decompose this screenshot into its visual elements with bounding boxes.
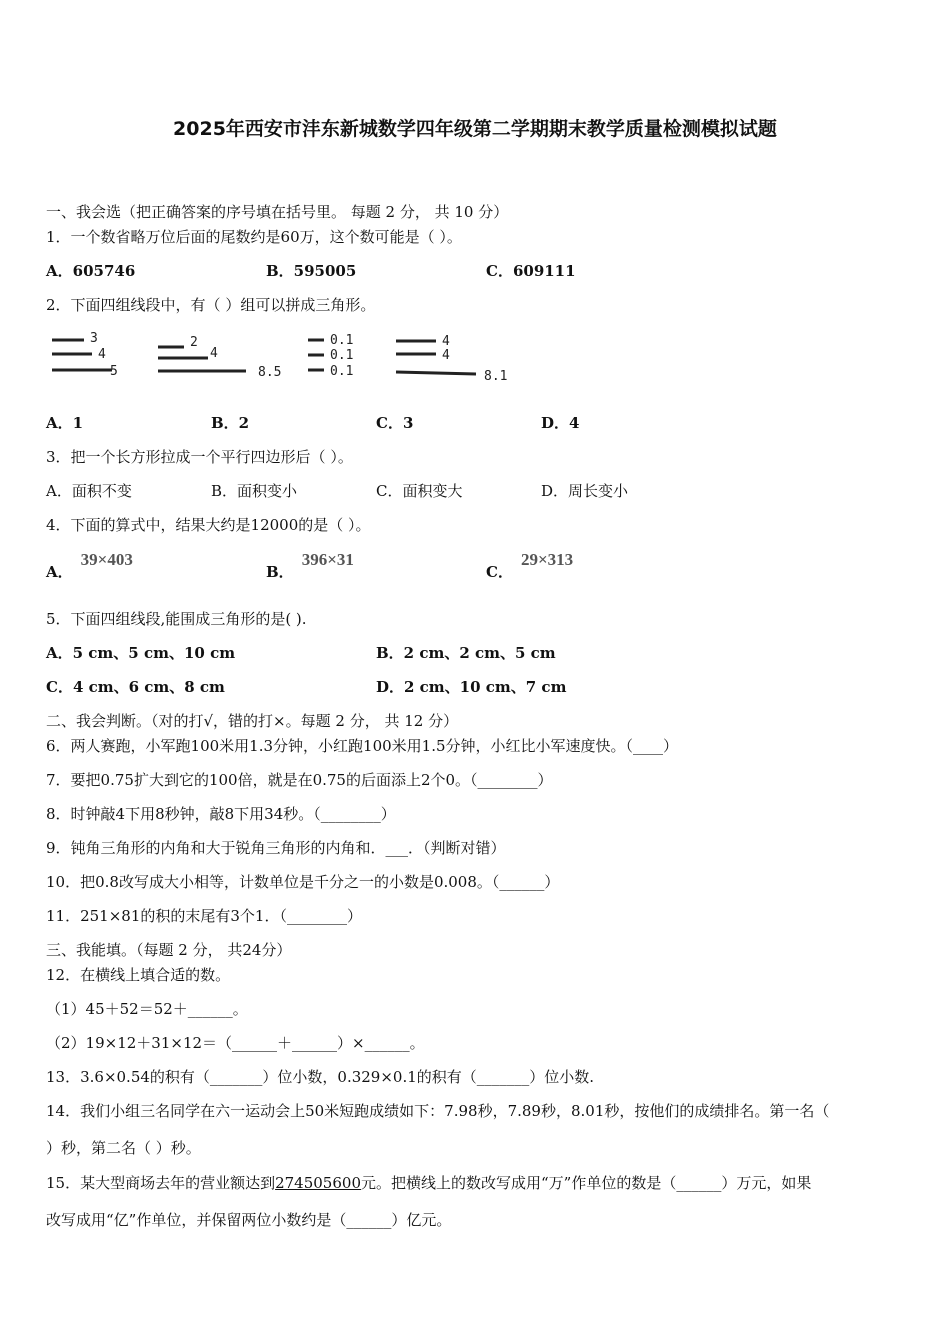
q5-option-d: D．2 cm、10 cm、7 cm — [376, 678, 567, 696]
q4-option-b — [266, 550, 354, 582]
q4-option-a — [46, 550, 133, 582]
q3-option-d: D．周长变小 — [541, 482, 629, 500]
q5-option-b: B．2 cm、2 cm、5 cm — [376, 644, 556, 662]
q5-option-c: C．4 cm、6 cm、8 cm — [46, 678, 225, 696]
g4-label-2: 4 — [442, 348, 450, 363]
g1-label-2: 4 — [98, 347, 106, 362]
q15-prefix: 15．某大型商场去年的营业额达到 — [46, 1174, 276, 1192]
question-8: 8．时钟敲4下用8秒钟，敲8下用34秒。（________） — [46, 805, 396, 823]
question-6: 6．两人赛跑，小军跑100米用1.3分钟，小红跑100米用1.5分钟，小红比小军速度快。（____） — [46, 737, 679, 755]
g4-label-1: 4 — [442, 334, 450, 349]
g4-label-3: 8.1 — [484, 369, 508, 384]
question-2: 2．下面四组线段中，有（ ）组可以拼成三角形。 — [46, 296, 376, 314]
section-1-heading: 一、我会选（把正确答案的序号填在括号里。 每题 2 分， 共 10 分） — [46, 203, 509, 221]
question-9: 9．钝角三角形的内角和大于锐角三角形的内角和．___．（判断对错） — [46, 839, 506, 857]
question-12-part-2: （2）19×12＋31×12＝（______＋______）×______。 — [46, 1034, 425, 1052]
q4-option-b-expr: 396×31 — [301, 550, 354, 569]
q4-option-c-expr: 29×313 — [520, 550, 574, 569]
q15-underlined-number: 274505600 — [275, 1174, 361, 1192]
q2-option-c: C．3 — [376, 414, 414, 432]
q5-option-a: A．5 cm、5 cm、10 cm — [46, 644, 236, 662]
q2-option-b: B．2 — [211, 414, 250, 432]
question-11: 11．251×81的积的末尾有3个1．（________） — [46, 907, 362, 925]
g3-label-2: 0.1 — [330, 348, 354, 363]
question-1: 1．一个数省略万位后面的尾数约是60万，这个数可能是（ ）。 — [46, 228, 462, 246]
segment-groups-figure — [46, 325, 526, 385]
question-4: 4．下面的算式中，结果大约是12000的是（ ）。 — [46, 516, 371, 534]
q4-option-c-label: C． — [486, 563, 513, 581]
q1-option-b: B．595005 — [266, 262, 357, 280]
section-2-heading: 二、我会判断。（对的打√，错的打×。每题 2 分， 共 12 分） — [46, 712, 459, 730]
question-3: 3．把一个长方形拉成一个平行四边形后（ ）。 — [46, 448, 353, 466]
question-7: 7．要把0.75扩大到它的100倍，就是在0.75的后面添上2个0。（________） — [46, 771, 553, 789]
question-14-line-2: ）秒，第二名（ ）秒。 — [46, 1139, 201, 1157]
question-14-line-1: 14．我们小组三名同学在六一运动会上50米短跑成绩如下：7.98秒，7.89秒，8.01秒，按他们的成绩排名。第一名（ — [46, 1102, 830, 1120]
g3-label-3: 0.1 — [330, 364, 354, 379]
question-12: 12．在横线上填合适的数。 — [46, 966, 231, 984]
q1-option-a: A．605746 — [46, 262, 136, 280]
q1-option-c: C．609111 — [486, 262, 576, 280]
question-15-line-1 — [46, 1173, 811, 1193]
question-15-line-2: 改写成用“亿”作单位，并保留两位小数约是（______）亿元。 — [46, 1211, 452, 1229]
q2-option-d: D．4 — [541, 414, 580, 432]
question-13: 13．3.6×0.54的积有（_______）位小数，0.329×0.1的积有（_______）位小数. — [46, 1068, 595, 1086]
question-5: 5．下面四组线段,能围成三角形的是( ). — [46, 610, 307, 628]
question-10: 10．把0.8改写成大小相等，计数单位是千分之一的小数是0.008。（______） — [46, 873, 560, 891]
q4-option-c — [486, 550, 574, 582]
question-12-part-1: （1）45＋52＝52＋______。 — [46, 1000, 248, 1018]
g2-label-3: 8.5 — [258, 365, 282, 380]
page-title: 2025年西安市沣东新城数学四年级第二学期期末教学质量检测模拟试题 — [173, 118, 777, 140]
q15-suffix: 元。把横线上的数改写成用“万”作单位的数是（______）万元，如果 — [361, 1174, 812, 1192]
q4-option-a-expr: 39×403 — [80, 550, 133, 569]
g2-label-2: 4 — [210, 346, 218, 361]
q4-option-b-label: B． — [266, 563, 294, 581]
q3-option-c: C．面积变大 — [376, 482, 463, 500]
g2-label-1: 2 — [190, 335, 198, 350]
q3-option-a: A．面积不变 — [46, 482, 132, 500]
q2-option-a: A．1 — [46, 414, 84, 432]
g1-label-1: 3 — [90, 331, 98, 346]
q3-option-b: B．面积变小 — [211, 482, 298, 500]
q4-option-a-label: A． — [46, 563, 73, 581]
section-3-heading: 三、我能填。（每题 2 分， 共24分） — [46, 941, 292, 959]
g1-label-3: 5 — [110, 364, 118, 379]
g3-label-1: 0.1 — [330, 333, 354, 348]
